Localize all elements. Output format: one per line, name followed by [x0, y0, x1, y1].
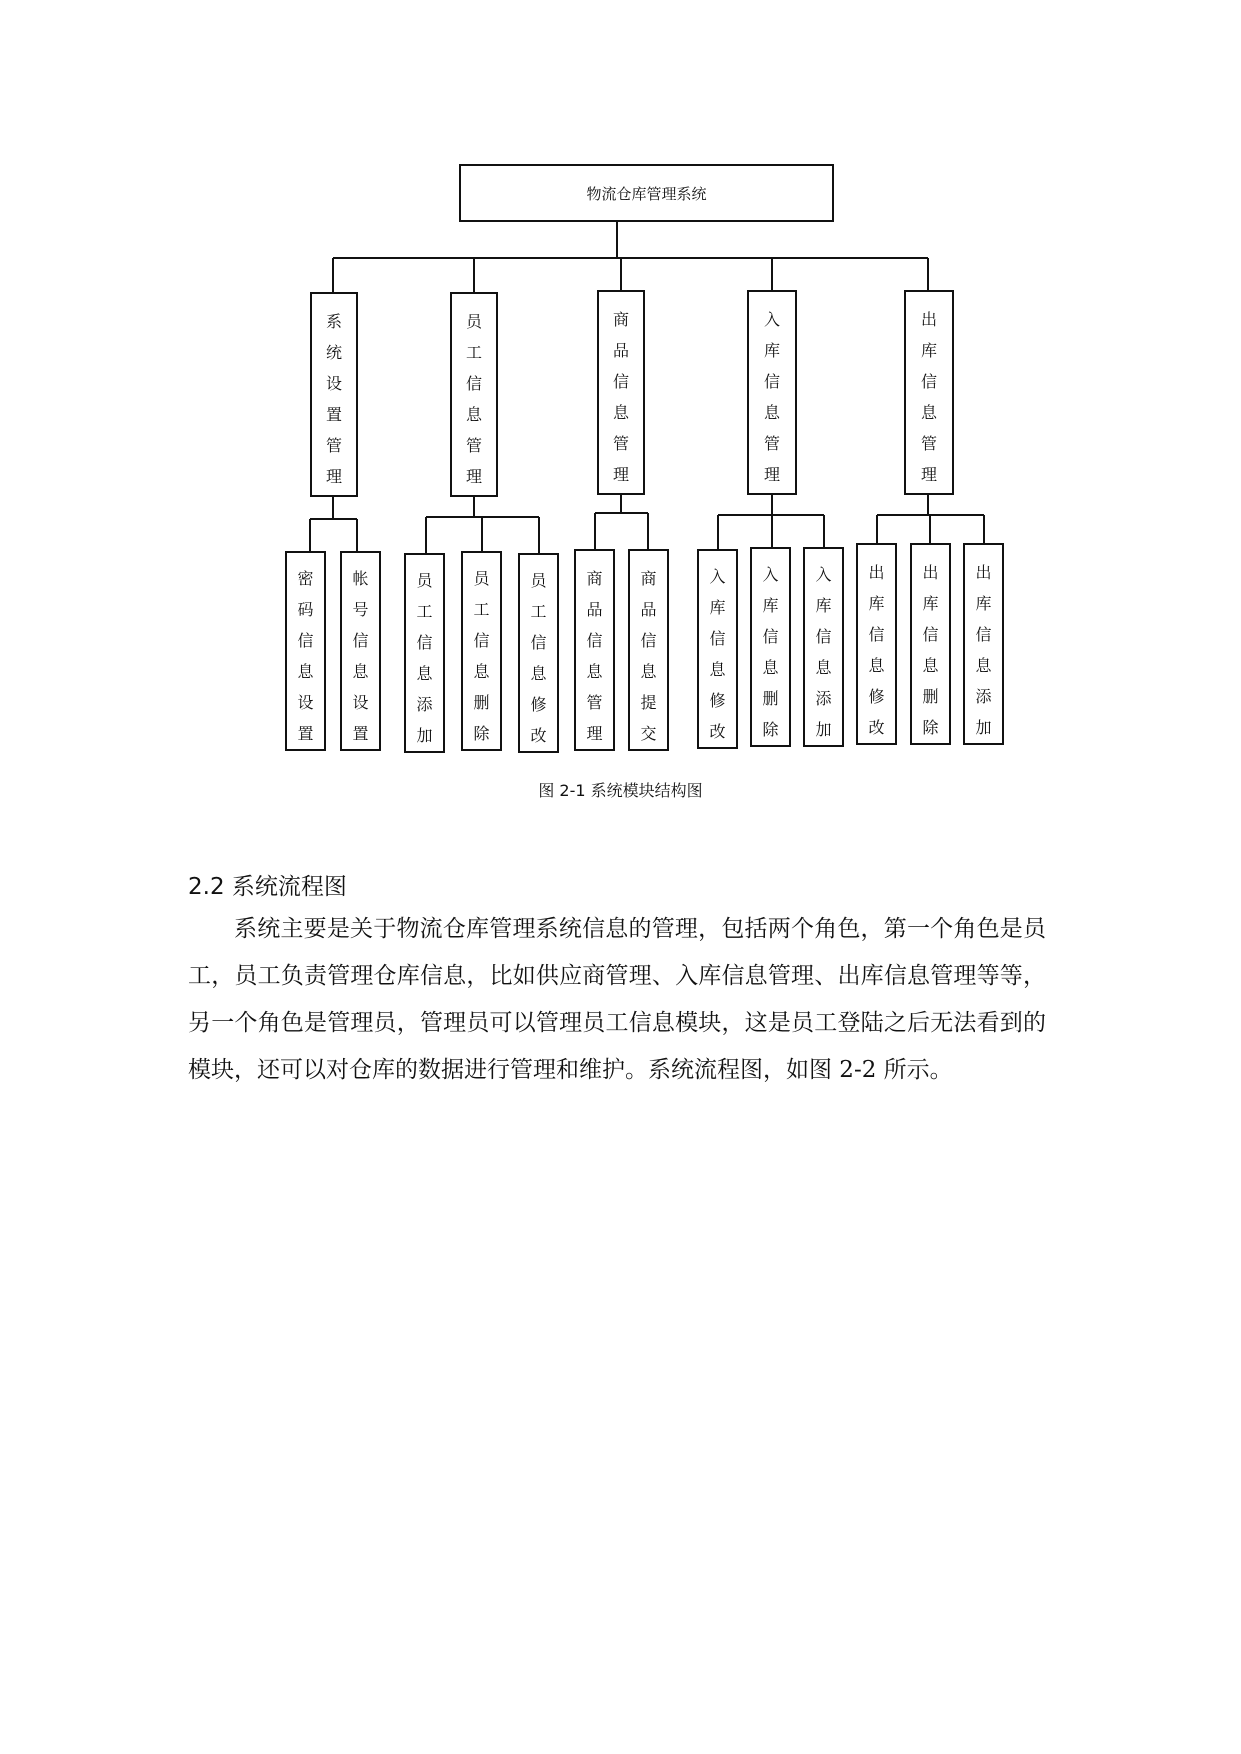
leaf-node [574, 549, 615, 751]
leaf-node [628, 549, 669, 751]
branch-label: 入 库 信 息 管 理 [763, 310, 780, 484]
leaf-node [285, 551, 326, 751]
branch-label: 出 库 信 息 管 理 [920, 310, 937, 484]
leaf-label: 帐 号 信 息 设 置 [352, 569, 369, 743]
leaf-label: 出 库 信 息 添 加 [975, 563, 992, 737]
root-node-label: 物流仓库管理系统 [586, 184, 707, 203]
leaf-label: 入 库 信 息 添 加 [815, 565, 832, 739]
section-paragraph: 系统主要是关于物流仓库管理系统信息的管理，包括两个角色，第一个角色是员工，员工负责管理仓库信息，比如供应商管理、入库信息管理、出库信息管理等等，另一个角色是管理员，管理员可以管理员工信息模块，这是员工登陆之后无法看到的模块，还可以对仓库的数据进行管理和维护。系统流程图，如图 2-2 所示。 [188, 916, 1046, 1083]
leaf-label: 员 工 信 息 添 加 [416, 571, 433, 745]
leaf-node [461, 551, 502, 751]
leaf-node [856, 543, 897, 745]
root-node [459, 164, 834, 222]
branch-node [904, 290, 954, 495]
branch-label: 员 工 信 息 管 理 [465, 312, 482, 486]
branch-label: 系 统 设 置 管 理 [325, 312, 342, 486]
leaf-node [963, 543, 1004, 745]
leaf-label: 入 库 信 息 删 除 [762, 565, 779, 739]
leaf-label: 商 品 信 息 提 交 [640, 569, 657, 743]
leaf-node [910, 543, 951, 745]
leaf-node [518, 553, 559, 753]
branch-node [310, 292, 358, 497]
leaf-label: 入 库 信 息 修 改 [709, 567, 726, 741]
leaf-node [340, 551, 381, 751]
leaf-label: 出 库 信 息 修 改 [868, 563, 885, 737]
branch-label: 商 品 信 息 管 理 [612, 310, 629, 484]
branch-node [450, 292, 498, 497]
leaf-label: 商 品 信 息 管 理 [586, 569, 603, 743]
leaf-label: 密 码 信 息 设 置 [297, 569, 314, 743]
branch-node [747, 290, 797, 495]
module-structure-diagram [0, 0, 1241, 790]
leaf-node [404, 553, 445, 753]
leaf-label: 出 库 信 息 删 除 [922, 563, 939, 737]
leaf-label: 员 工 信 息 删 除 [473, 569, 490, 743]
leaf-label: 员 工 信 息 修 改 [530, 571, 547, 745]
section-heading: 2.2 系统流程图 [188, 874, 347, 900]
leaf-node [750, 547, 791, 747]
leaf-node [803, 547, 844, 747]
branch-node [597, 290, 645, 495]
leaf-node [697, 549, 738, 749]
figure-caption: 图 2-1 系统模块结构图 [538, 781, 703, 800]
